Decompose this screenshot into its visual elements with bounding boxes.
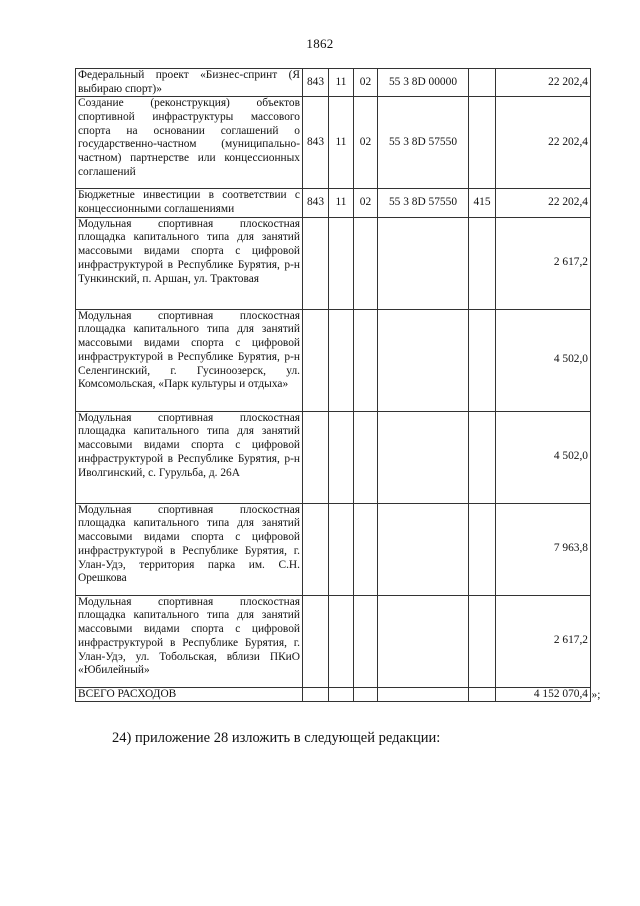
section-code-cell	[329, 217, 354, 309]
amount-cell: 22 202,4	[496, 69, 591, 97]
empty-cell	[354, 687, 378, 702]
target-article-cell: 55 3 8D 00000	[378, 69, 469, 97]
budget-table	[75, 68, 591, 702]
empty-cell	[469, 687, 496, 702]
expense-type-cell: 415	[469, 189, 496, 217]
table-row	[76, 97, 591, 189]
subsection-code-cell	[354, 309, 378, 411]
subsection-code-cell: 02	[354, 189, 378, 217]
expense-type-cell	[469, 411, 496, 503]
amount-cell: 4 502,0	[496, 411, 591, 503]
department-code-cell: 843	[303, 97, 329, 189]
subsection-code-cell	[354, 595, 378, 687]
target-article-cell: 55 3 8D 57550	[378, 189, 469, 217]
expense-type-cell	[469, 217, 496, 309]
item-name-cell: Модульная спортивная плоскостная площадка капитального типа для занятий массовыми видами спорта с цифровой инфраструктурой в Республике Бурятия, г. Улан-Удэ, ул. Тобольская, вблизи ПКиО «Юбилейный»	[76, 595, 303, 687]
subsection-code-cell	[354, 503, 378, 595]
table-row	[76, 503, 591, 595]
item-name-cell: Модульная спортивная плоскостная площадка капитального типа для занятий массовыми видами спорта с цифровой инфраструктурой в Республике Бурятия, г. Улан-Удэ, территория парка им. С.Н. Орешкова	[76, 503, 303, 595]
table-row	[76, 217, 591, 309]
expense-type-cell	[469, 503, 496, 595]
target-article-cell	[378, 503, 469, 595]
table-row	[76, 69, 591, 97]
item-name-cell: Создание (реконструкция) объектов спортивной инфраструктуры массового спорта на основании соглашений о государственно-частном (муниципально-частном) партнерстве или концессионных соглашений	[76, 97, 303, 189]
department-code-cell: 843	[303, 189, 329, 217]
item-name-cell: Бюджетные инвестиции в соответствии с концессионными соглашениями	[76, 189, 303, 217]
table-row	[76, 309, 591, 411]
expense-type-cell	[469, 309, 496, 411]
department-code-cell	[303, 595, 329, 687]
section-code-cell	[329, 503, 354, 595]
total-row	[76, 687, 591, 702]
department-code-cell: 843	[303, 69, 329, 97]
amount-cell: 2 617,2	[496, 595, 591, 687]
department-code-cell	[303, 309, 329, 411]
target-article-cell	[378, 217, 469, 309]
empty-cell	[303, 687, 329, 702]
amount-cell: 22 202,4	[496, 189, 591, 217]
department-code-cell	[303, 217, 329, 309]
item-name-cell: Модульная спортивная плоскостная площадка капитального типа для занятий массовыми видами спорта с цифровой инфраструктурой в Республике Бурятия, р-н Тункинский, п. Аршан, ул. Трактовая	[76, 217, 303, 309]
section-code-cell: 11	[329, 189, 354, 217]
expense-type-cell	[469, 69, 496, 97]
item-name-cell: Федеральный проект «Бизнес-спринт (Я выбираю спорт)»	[76, 69, 303, 97]
section-code-cell	[329, 595, 354, 687]
item-name-cell: Модульная спортивная плоскостная площадка капитального типа для занятий массовыми видами спорта с цифровой инфраструктурой в Республике Бурятия, р-н Селенгинский, г. Гусиноозерск, ул. Комсомольская, «Парк культуры и отдыха»	[76, 309, 303, 411]
expense-type-cell	[469, 595, 496, 687]
expense-type-cell	[469, 97, 496, 189]
table-row	[76, 595, 591, 687]
department-code-cell	[303, 411, 329, 503]
subsection-code-cell	[354, 217, 378, 309]
department-code-cell	[303, 503, 329, 595]
section-code-cell: 11	[329, 69, 354, 97]
table-row	[76, 411, 591, 503]
item-name-cell: Модульная спортивная плоскостная площадка капитального типа для занятий массовыми видами спорта с цифровой инфраструктурой в Республике Бурятия, р-н Иволгинский, с. Гурульба, д. 26А	[76, 411, 303, 503]
amount-cell: 4 502,0	[496, 309, 591, 411]
closing-quote: »;	[591, 688, 601, 701]
subsection-code-cell: 02	[354, 97, 378, 189]
empty-cell	[329, 687, 354, 702]
target-article-cell	[378, 411, 469, 503]
amount-cell: 7 963,8	[496, 503, 591, 595]
section-code-cell	[329, 309, 354, 411]
subsection-code-cell: 02	[354, 69, 378, 97]
empty-cell	[378, 687, 469, 702]
section-code-cell	[329, 411, 354, 503]
amendment-line: 24) приложение 28 изложить в следующей редакции:	[112, 730, 441, 747]
target-article-cell	[378, 309, 469, 411]
target-article-cell: 55 3 8D 57550	[378, 97, 469, 189]
page-number: 1862	[306, 36, 334, 51]
amount-cell: 22 202,4	[496, 97, 591, 189]
subsection-code-cell	[354, 411, 378, 503]
total-label: ВСЕГО РАСХОДОВ	[76, 687, 303, 702]
amount-cell: 2 617,2	[496, 217, 591, 309]
section-code-cell: 11	[329, 97, 354, 189]
target-article-cell	[378, 595, 469, 687]
table-row	[76, 189, 591, 217]
total-amount: 4 152 070,4	[496, 687, 591, 702]
